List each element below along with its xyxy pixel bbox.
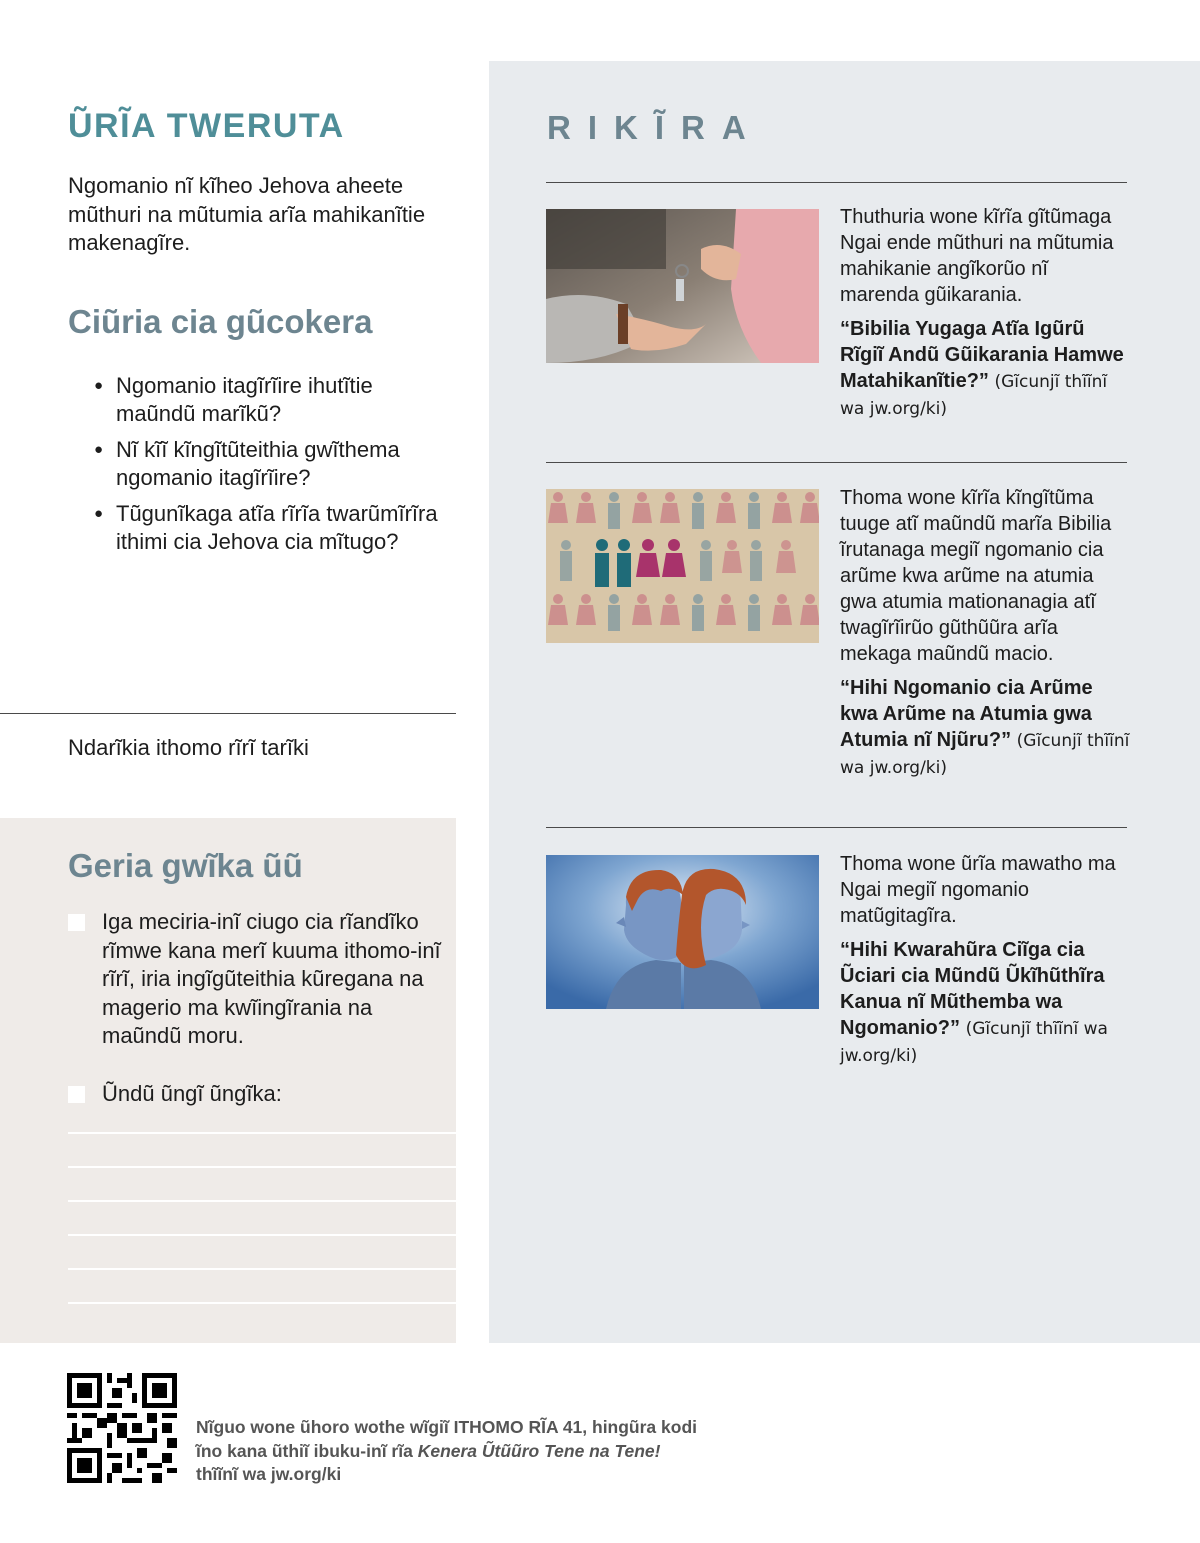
explore-item-description: Thuthuria wone kĩrĩa gĩtũmaga Ngai ende mũthuri na mũtumia mahikanie angĩkorũo nĩ marenda gũikarania. xyxy=(840,206,1114,306)
footer-text xyxy=(196,1416,716,1487)
footer-text-after[interactable]: thĩĩnĩ wa jw.org/ki xyxy=(196,1464,342,1484)
explore-item-description: Thoma wone ũrĩa mawatho ma Ngai megiĩ ngomanio matũgitagĩra. xyxy=(840,853,1116,927)
explore-item-reference[interactable] xyxy=(840,937,1130,1069)
explore-section xyxy=(489,61,1200,1343)
goals-title: Geria gwĩka ũũ xyxy=(68,847,303,884)
goal-text: Ũndũ ũngĩ ũngĩka: xyxy=(102,1081,282,1106)
summary-text: Ngomanio nĩ kĩheo Jehova aheete mũthuri na mũtumia arĩa mahikanĩtie makenagĩre. xyxy=(68,173,426,255)
completion-date-line: Ndarĩkia ithomo rĩrĩ tarĩki xyxy=(68,735,309,760)
explore-item-text xyxy=(840,485,1130,781)
write-in-line[interactable] xyxy=(68,1302,456,1304)
review-question: ● Ngomanio itagĩrĩire ihutĩtie maũndũ marĩkũ? xyxy=(94,372,373,426)
explore-title: RIKĨRA xyxy=(547,109,763,146)
goals-section xyxy=(0,818,456,1343)
review-question: ● Nĩ kĩĩ kĩngĩtũteithia gwĩthema ngomanio itagĩrĩire? xyxy=(94,436,400,490)
bullet-icon: ● xyxy=(94,376,104,394)
review-title: Ciũria cia gũcokera xyxy=(68,302,373,340)
explore-item-reference[interactable] xyxy=(840,316,1130,422)
divider xyxy=(546,182,1127,183)
man-woman-back-to-back-illustration xyxy=(546,855,819,1009)
qr-code-icon[interactable] xyxy=(67,1373,177,1483)
goal-item xyxy=(68,1080,448,1109)
write-in-line[interactable] xyxy=(68,1132,456,1134)
footer-text-before: Nĩguo wone ũhoro wothe wĩgiĩ ITHOMO RĨA 41, hingũra kodi ĩno kana ũthiĩ ibuku-inĩ rĩa xyxy=(196,1417,698,1461)
article-title[interactable]: “Hihi Ngomanio cia Arũme kwa Arũme na Atumia gwa Atumia nĩ Njũru?” xyxy=(840,677,1093,751)
write-in-line[interactable] xyxy=(68,1200,456,1202)
article-title[interactable]: “Hihi Kwarahũra Ciĩga cia Ũciari cia Mũndũ Ũkĩhũthĩra Kanua nĩ Mũthemba wa Ngomanio?” xyxy=(840,939,1105,1039)
summary-section xyxy=(68,104,458,564)
write-in-line[interactable] xyxy=(68,1166,456,1168)
write-in-line[interactable] xyxy=(68,1268,456,1270)
article-title[interactable]: “Bibilia Yugaga Atĩa Igũrũ Rĩgiĩ Andũ Gũikarania Hamwe Matahikanĩtie?” xyxy=(840,318,1124,392)
article-source: (Gĩcunjĩ thĩĩnĩ wa jw.org/ki) xyxy=(840,731,1130,778)
explore-item-reference[interactable] xyxy=(840,675,1130,781)
divider xyxy=(0,713,456,714)
review-question: ● Tũgunĩkaga atĩa rĩrĩa twarũmĩrĩra ithimi cia Jehova cia mĩtugo? xyxy=(94,500,438,554)
bullet-icon: ● xyxy=(94,504,104,522)
explore-item-text xyxy=(840,204,1130,422)
people-figures-illustration xyxy=(546,489,819,643)
divider xyxy=(546,462,1127,463)
book-title: Kenera Ũtũũro Tene na Tene! xyxy=(417,1440,661,1461)
explore-item-text xyxy=(840,851,1130,1069)
goal-text: Iga meciria-inĩ ciugo cia rĩandĩko rĩmwe kana merĩ kuuma ithomo-inĩ rĩrĩ, iria ingĩgũteithia kũregana na magerio ma kwĩingĩrania na maũndũ moru. xyxy=(102,909,441,1048)
bullet-icon: ● xyxy=(94,440,104,458)
goal-checkbox[interactable] xyxy=(68,914,85,931)
review-question-list xyxy=(94,372,458,557)
summary-title: ŨRĨA TWERUTA xyxy=(68,107,345,145)
article-source: (Gĩcunjĩ thĩĩnĩ wa jw.org/ki) xyxy=(840,1019,1108,1066)
article-source: (Gĩcunjĩ thĩĩnĩ wa jw.org/ki) xyxy=(840,372,1108,419)
goal-item xyxy=(68,908,448,1051)
explore-item-description: Thoma wone kĩrĩa kĩngĩtũma tuuge atĩ maũndũ marĩa Bibilia ĩrutanaga megiĩ ngomanio cia arũme kwa arũme na atumia gwa atumia mationanagia atĩ twagĩrĩirũo gũthũũra arĩa mekaga maũndũ macio. xyxy=(840,487,1112,665)
divider xyxy=(546,827,1127,828)
goal-checkbox[interactable] xyxy=(68,1086,85,1103)
write-in-line[interactable] xyxy=(68,1234,456,1236)
handing-keys-photo xyxy=(546,209,819,363)
